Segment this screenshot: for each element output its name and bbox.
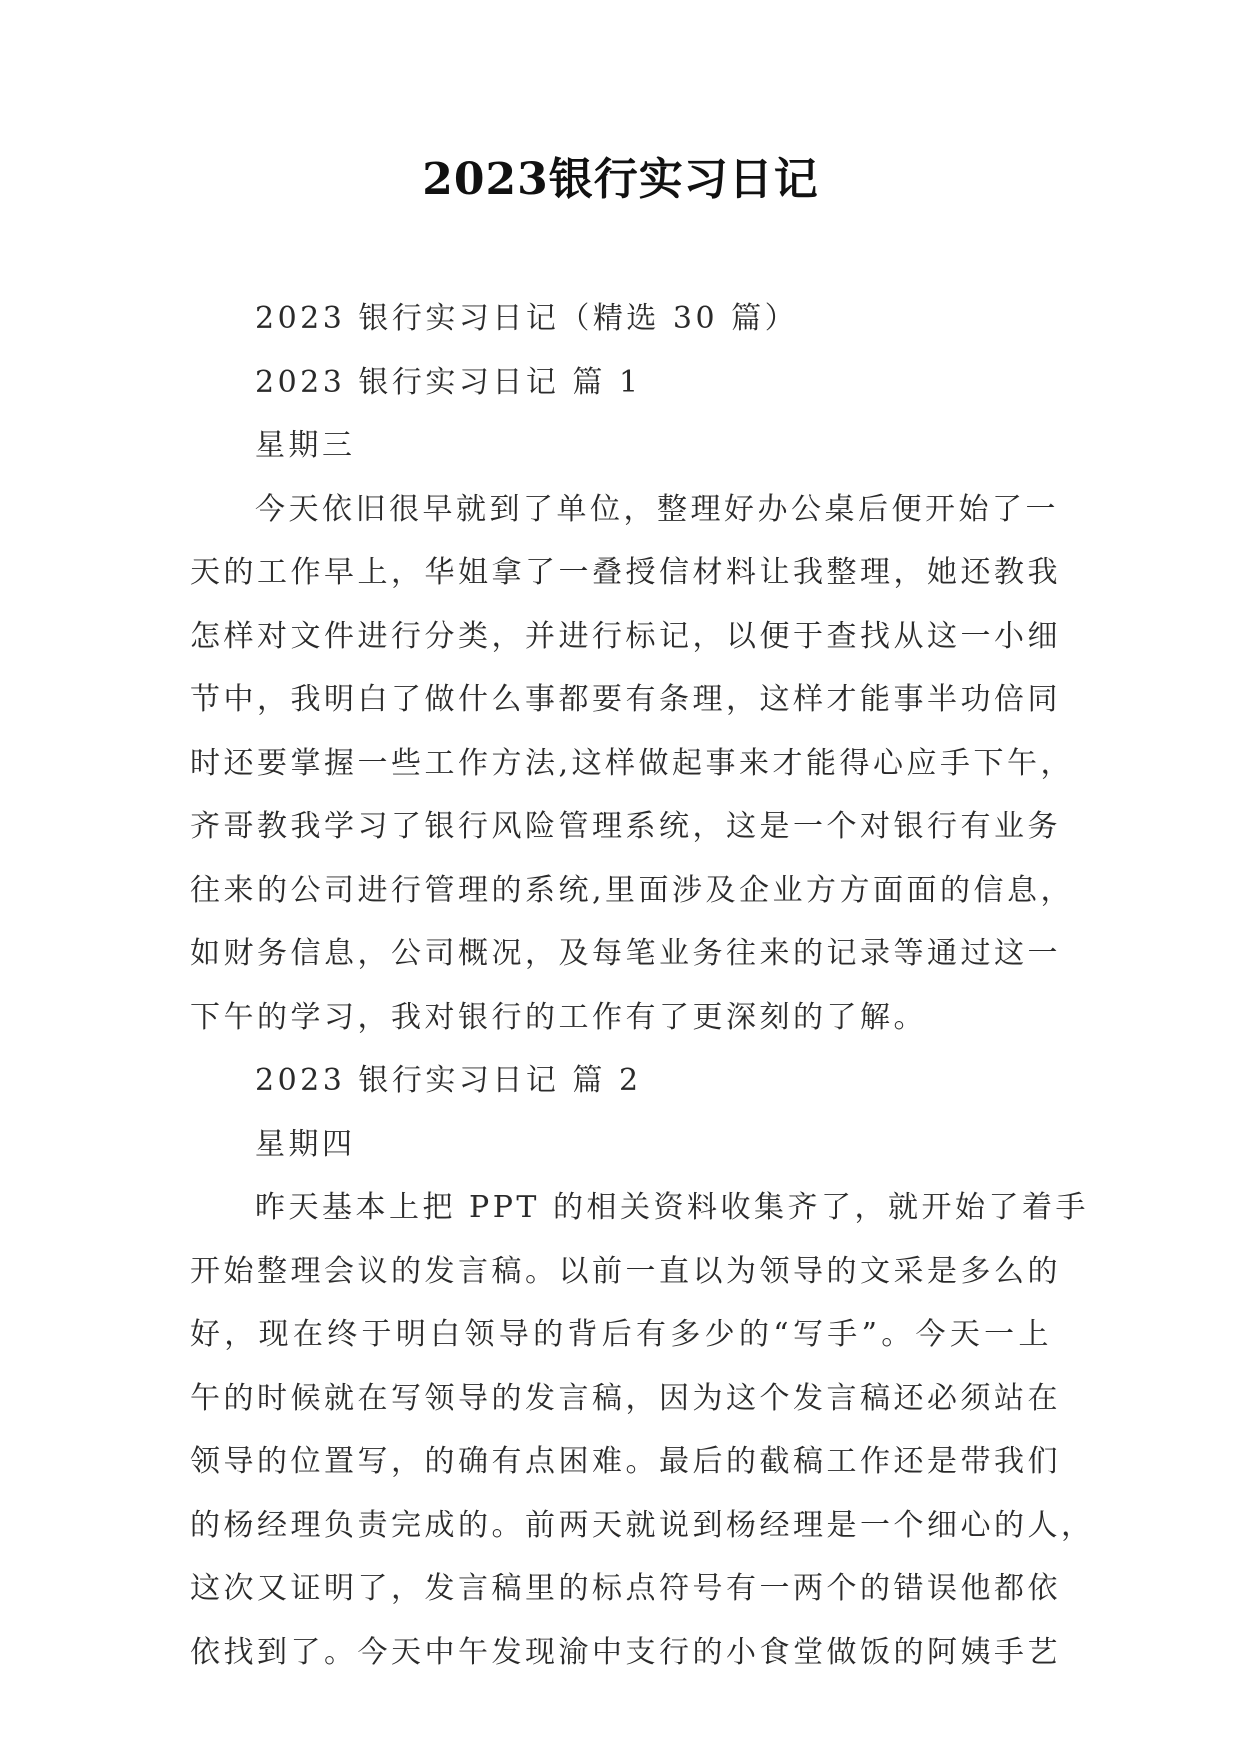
entry-2-weekday: 星期四 bbox=[255, 1126, 356, 1162]
paragraph-line: 开始整理会议的发言稿。以前一直以为领导的文采是多么的 bbox=[190, 1253, 1061, 1289]
document-title: 2023银行实习日记 bbox=[422, 154, 819, 205]
paragraph-line: 好，现在终于明白领导的背后有多少的“写手”。今天一上 bbox=[190, 1317, 1052, 1352]
paragraph-line: 依找到了。今天中午发现渝中支行的小食堂做饭的阿姨手艺 bbox=[190, 1634, 1061, 1670]
paragraph-line: 天的工作早上，华姐拿了一叠授信材料让我整理，她还教我 bbox=[190, 555, 1061, 590]
paragraph-line: 怎样对文件进行分类，并进行标记，以便于查找从这一小细 bbox=[190, 618, 1061, 654]
collection-heading: 2023 银行实习日记（精选 30 篇） bbox=[255, 301, 799, 336]
paragraph-line: 午的时候就在写领导的发言稿，因为这个发言稿还必须站在 bbox=[190, 1380, 1061, 1416]
document-body bbox=[190, 287, 1095, 1684]
paragraph-line: 往来的公司进行管理的系统,里面涉及企业方方面面的信息， bbox=[190, 872, 1075, 908]
paragraph-line: 时还要掌握一些工作方法,这样做起事来才能得心应手下午， bbox=[190, 745, 1075, 781]
entry-1-weekday: 星期三 bbox=[255, 428, 356, 463]
paragraph-line: 如财务信息，公司概况，及每笔业务往来的记录等通过这一 bbox=[190, 936, 1061, 971]
paragraph-line: 今天依旧很早就到了单位，整理好办公桌后便开始了一 bbox=[255, 491, 1059, 527]
paragraph-line: 节中，我明白了做什么事都要有条理，这样才能事半功倍同 bbox=[190, 682, 1061, 717]
paragraph-line: 下午的学习，我对银行的工作有了更深刻的了解。 bbox=[190, 999, 927, 1035]
paragraph-line: 领导的位置写，的确有点困难。最后的截稿工作还是带我们 bbox=[190, 1444, 1061, 1479]
paragraph-line: 的杨经理负责完成的。前两天就说到杨经理是一个细心的人， bbox=[190, 1507, 1095, 1543]
paragraph-line: 齐哥教我学习了银行风险管理系统，这是一个对银行有业务 bbox=[190, 809, 1061, 844]
entry-heading-2: 2023 银行实习日记 篇 2 bbox=[255, 1063, 642, 1098]
paragraph-line: 这次又证明了，发言稿里的标点符号有一两个的错误他都依 bbox=[190, 1571, 1061, 1606]
paragraph-line: 昨天基本上把 PPT 的相关资料收集齐了，就开始了着手 bbox=[255, 1190, 1089, 1225]
entry-heading-1: 2023 银行实习日记 篇 1 bbox=[255, 364, 642, 400]
